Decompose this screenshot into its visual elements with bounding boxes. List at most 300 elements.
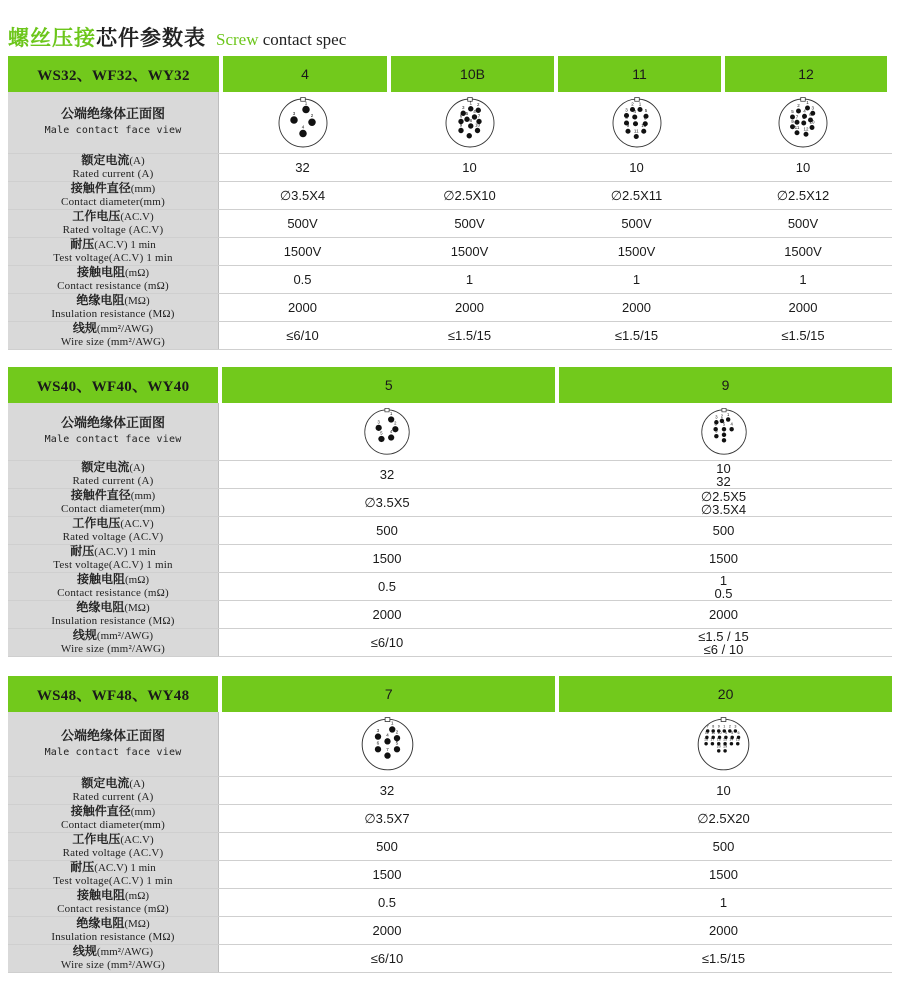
row-label-en: Male contact face view [44,434,182,445]
contact-pin [388,416,394,422]
contact-pin [393,746,399,752]
value-line: 500 [376,523,398,538]
row-label-en: Test voltage(AC.V) 1 min [53,875,173,887]
value-line: ≤1.5/15 [614,328,659,343]
pin-number: 5 [395,741,398,746]
row-label [8,833,219,860]
pin-number: 9 [626,122,629,128]
label-cn-unit: (mΩ) [124,574,150,586]
label-cn-text: 工作电压 [72,209,121,223]
value-line: 1 [719,572,728,588]
value-line: 1500V [450,244,489,259]
value-line: ∅2.5X12 [776,188,830,203]
pin-number: 7 [706,724,709,729]
title-cn-green: 螺丝压接 [8,26,96,50]
label-cn-text: 线规 [72,321,97,335]
row-label-cn [77,889,149,903]
pin-count-header: 9 [559,367,892,403]
value-cell-insulation [555,601,892,628]
value-cell-wire [720,322,886,349]
contact-pin [725,417,729,421]
row-label-cn [70,861,155,875]
spec-table [8,367,892,657]
row-label-en: Rated voltage (AC.V) [62,531,164,543]
row-label [8,182,219,209]
contact-pin [633,133,638,138]
value-cell-insulation [555,917,892,944]
value-cell-resistance [219,573,555,600]
pin-number: 6 [459,112,462,118]
header-row [8,367,892,403]
contact-pin [721,438,725,442]
value-cell-current [219,461,555,488]
pin-number: 14 [729,736,734,741]
pin-number: 20 [716,744,721,749]
contact-pin [625,128,630,133]
row-label [8,889,219,916]
row-label-en: Contact resistance (mΩ) [57,587,169,599]
pin-number: 3 [461,104,465,110]
pin-number: 4 [385,733,389,739]
pin-number: 2 [728,724,731,729]
pin-number: 6 [376,741,379,746]
pin-number: 18 [704,736,709,741]
value-line: 0.5 [293,272,312,287]
contact-face-diagram [359,716,416,773]
row-label [8,629,219,656]
value-cell-insulation [219,601,555,628]
pin-number: 8 [712,724,715,729]
value-cell-test [219,861,555,888]
row-label [8,238,219,265]
label-cn-text: 工作电压 [72,832,121,846]
value-line: 10 [462,160,477,175]
contact-pin [374,746,380,752]
pin-count-header: 10B [391,56,554,92]
row-voltage [8,517,892,545]
row-label-cn [76,601,149,615]
row-label [8,92,219,153]
model-cell: WS40、WF40、WY40 [8,367,218,403]
pin-number: 3 [734,724,737,729]
value-cell-insulation [386,294,553,321]
value-cell-wire [553,322,720,349]
value-cell-test [555,861,892,888]
value-cell-resistance [386,266,553,293]
row-label-cn [81,777,144,791]
label-cn-unit: (AC.V) 1 min [94,546,156,558]
label-cn-text: 公端绝缘体正面图 [60,728,165,744]
contact-pin [632,121,637,126]
contact-pin [805,105,810,110]
pin-number: 4 [632,108,636,114]
label-cn-text: 线规 [72,628,97,642]
row-label [8,545,219,572]
value-cell-test [553,238,720,265]
contact-pin [736,741,739,744]
pin-number: 11 [794,124,800,130]
pin-number: 1 [468,100,472,106]
row-resistance [8,266,892,294]
row-label [8,294,219,321]
pin-number: 10 [809,119,815,125]
pin-number: 10 [474,121,480,127]
label-cn-text: 接触件直径 [70,804,131,818]
value-cell-voltage [219,210,386,237]
pin-number: 7 [385,747,389,753]
label-cn-unit: (mm²/AWG) [96,946,154,958]
contact-face-diagram [610,96,664,150]
spec-table [8,56,892,350]
value-cell-voltage [553,210,720,237]
label-cn-text: 接触件直径 [70,181,131,195]
title-en-green: Screw [216,30,259,49]
pin-number: 7 [795,113,799,119]
contact-pin [641,128,646,133]
value-cell-insulation [553,294,720,321]
row-label-cn [73,945,153,959]
value-line: 1500V [283,244,322,259]
row-current [8,154,892,182]
value-cell-insulation [720,294,886,321]
value-cell-diameter [555,489,892,516]
row-label [8,517,219,544]
value-line: 2000 [622,300,651,315]
pin-number: 2 [394,420,397,426]
pin-number: 12 [803,125,809,131]
label-cn-unit: (MΩ) [124,295,150,307]
value-cell-voltage [720,210,886,237]
value-line: ∅3.5X4 [279,188,326,203]
row-label-en: Insulation resistance (MΩ) [51,308,175,320]
pin-number: 4 [390,428,393,434]
value-line: 2000 [455,300,484,315]
contact-face-diagram [699,407,749,457]
row-label [8,573,219,600]
value-cell-resistance [555,889,892,916]
spec-table [8,676,892,973]
value-cell-current [219,777,555,804]
pin-number: 5 [791,108,794,114]
row-label-en: Contact diameter(mm) [61,196,165,208]
row-label-cn [72,210,153,224]
value-line: 500V [621,216,652,231]
value-line: 1500 [709,867,738,882]
value-line: 1500 [709,551,738,566]
value-line: 500 [376,839,398,854]
contact-pin [302,105,310,113]
value-line: 0.5 [714,585,733,601]
row-label [8,322,219,349]
pin-number: 6 [624,114,628,120]
contact-pin [389,726,395,732]
value-line: 10 [629,160,644,175]
pin-number: 8 [802,114,806,120]
row-face [8,92,892,154]
value-cell-test [219,545,555,572]
pin-number: 6 [737,730,740,735]
value-line: 1500 [372,551,402,566]
value-line: 2000 [288,300,317,315]
pin-number: 15 [723,736,728,741]
value-line: 500V [454,216,485,231]
key-notch [721,717,726,721]
contact-pin [374,733,380,739]
value-line: 500 [712,523,735,538]
value-line: 1 [799,272,807,287]
value-cell-resistance [219,889,555,916]
pin-number: 8 [722,432,725,438]
value-cell-face [386,92,553,153]
pin-number: 5 [465,110,468,116]
row-label-cn [81,461,144,475]
value-line: ∅3.5X5 [364,495,410,510]
value-cell-voltage [219,833,555,860]
row-label-en: Rated voltage (AC.V) [62,847,164,859]
value-line: 32 [379,467,395,482]
pin-count-header: 12 [725,56,887,92]
pin-number: 2 [720,412,723,418]
row-diameter [8,182,892,210]
value-cell-diameter [386,182,553,209]
row-label [8,601,219,628]
pin-number: 4 [803,107,806,113]
value-line: 2000 [372,923,402,938]
row-label-cn [71,489,155,503]
row-label-en: Wire size (mm²/AWG) [60,643,166,655]
pin-number: 8 [643,115,647,121]
label-cn-text: 工作电压 [72,516,121,530]
pin-number: 2 [476,101,480,107]
pin-number: 16 [716,736,721,741]
row-label [8,154,219,181]
value-line: ∅2.5X11 [610,188,663,203]
value-cell-test [219,238,386,265]
insulator-outline [279,99,327,147]
label-cn-text: 接触电阻 [76,888,125,902]
row-label-en: Contact resistance (mΩ) [57,280,169,292]
value-cell-face [720,92,886,153]
key-notch [634,97,639,101]
contact-pin [810,125,815,130]
value-cell-current [386,154,553,181]
label-cn-unit: (A) [129,778,145,790]
label-cn-unit: (AC.V) [120,834,154,846]
contact-pin [378,435,384,441]
pin-number: 7 [633,115,637,121]
value-line: 32 [295,160,310,175]
row-label-cn [81,154,144,168]
row-label-en: Contact resistance (mΩ) [57,903,169,915]
title-en [216,30,346,50]
row-wire [8,629,892,657]
pin-number: 11 [633,127,639,133]
value-line: 2000 [709,923,738,938]
key-notch [721,408,725,411]
value-cell-resistance [553,266,720,293]
row-label-en: Male contact face view [44,746,182,758]
pin-number: 1 [390,410,393,416]
contact-pin [458,127,463,132]
row-label-cn [73,629,153,643]
row-label-cn [61,730,165,743]
label-cn-unit: (A) [129,155,145,167]
value-line: ≤6/10 [370,951,404,966]
pin-number: 11 [711,730,716,735]
contact-face-diagram [776,96,830,150]
value-line: ≤1.5 / 15 [698,628,749,644]
label-cn-unit: (MΩ) [124,918,150,930]
row-label [8,266,219,293]
value-cell-insulation [219,294,386,321]
row-label [8,403,219,460]
model-cell: WS32、WF32、WY32 [8,56,219,92]
label-cn-unit: (MΩ) [124,602,150,614]
label-cn-unit: (mm) [130,806,156,818]
pin-number: 17 [710,736,715,741]
value-line: 10 [716,783,731,798]
header-row [8,56,892,92]
key-notch [801,97,806,101]
value-cell-wire [555,629,892,656]
pin-count-header: 11 [558,56,721,92]
pin-number: 4 [724,730,727,735]
value-line: 2000 [788,300,818,315]
pin-number: 5 [731,730,734,735]
value-line: 500V [287,216,318,231]
contact-pin [468,123,473,128]
row-label-en: Male contact face view [44,125,182,136]
row-label-en: Rated current (A) [72,475,154,487]
pin-number: 2 [630,100,634,106]
value-cell-test [555,545,892,572]
pin-number: 4 [472,108,476,114]
value-cell-test [386,238,553,265]
pin-number: 1 [726,411,729,417]
row-diameter [8,489,892,517]
contact-face-diagram [443,96,497,150]
contact-pin [466,133,471,138]
row-label-en: Contact diameter(mm) [61,503,165,515]
value-line: 2000 [372,607,402,622]
value-cell-wire [219,322,386,349]
value-cell-current [219,154,386,181]
key-notch [385,717,390,721]
model-cell: WS48、WF48、WY48 [8,676,218,712]
row-resistance [8,573,892,601]
row-label [8,712,219,776]
label-cn-text: 绝缘电阻 [76,600,125,614]
label-cn-unit: (AC.V) [120,211,154,223]
value-cell-resistance [555,573,892,600]
row-label-en: Wire size (mm²/AWG) [60,336,166,348]
pin-number: 5 [380,429,383,435]
value-line: 500V [787,216,819,231]
pin-number: 4 [729,421,733,427]
row-label-cn [76,917,149,931]
value-line: 1500V [784,244,822,259]
row-label-cn [61,417,165,430]
pin-number: 9 [459,121,462,127]
row-label-cn [77,266,149,280]
pin-number: 9 [717,724,720,729]
value-line: 500 [712,839,735,854]
value-cell-diameter [555,805,892,832]
label-cn-text: 线规 [72,944,97,958]
pin-number: 5 [644,107,647,113]
row-label-en: Contact diameter(mm) [61,819,165,831]
value-cell-face [555,712,892,776]
pin-number: 3 [292,110,295,116]
value-line: 32 [716,473,731,489]
contact-pin [795,119,800,124]
pin-number: 6 [809,111,812,117]
value-line: 1500 [372,867,402,882]
value-line: 1 [465,272,474,287]
pin-number: 9 [714,428,718,434]
row-label-en: Test voltage(AC.V) 1 min [53,559,173,571]
value-line: ∅2.5X10 [443,188,496,203]
value-line: 0.5 [377,579,397,594]
pin-number: 7 [722,426,725,432]
contact-pin [801,120,806,125]
row-diameter [8,805,892,833]
row-wire [8,945,892,973]
value-line: ∅2.5X20 [697,811,750,826]
value-cell-diameter [219,805,555,832]
label-cn-unit: (mm²/AWG) [96,323,154,335]
label-cn-text: 耐压 [70,237,95,251]
value-cell-face [219,92,386,153]
pin-number: 2 [310,112,313,118]
value-cell-diameter [219,182,386,209]
contact-pin [299,129,307,137]
row-label-cn [77,573,149,587]
value-cell-wire [219,629,555,656]
pin-number: 10 [640,122,646,128]
contact-pin [393,735,399,741]
contact-pin [717,749,720,752]
key-notch [385,408,389,411]
value-line: 10 [716,460,731,476]
value-cell-face [219,712,555,776]
row-label [8,777,219,804]
value-cell-voltage [555,833,892,860]
value-cell-diameter [720,182,886,209]
value-line: 32 [379,783,395,798]
label-cn-text: 接触电阻 [76,265,125,279]
contact-face-diagram [276,96,330,150]
value-cell-wire [386,322,553,349]
row-label-cn [71,805,155,819]
value-cell-resistance [219,266,386,293]
pin-number: 13 [735,736,740,741]
row-label-cn [73,322,153,336]
row-label [8,917,219,944]
row-label-cn [70,238,155,252]
value-cell-current [720,154,886,181]
pin-number: 3 [714,414,718,420]
value-cell-voltage [386,210,553,237]
row-label-cn [72,833,153,847]
pin-number: 9 [791,118,794,124]
value-line: ≤6/10 [286,328,319,343]
contact-pin [804,131,809,136]
pin-number: 1 [806,99,809,105]
pin-number: 5 [722,421,725,427]
row-label [8,945,219,972]
row-label [8,461,219,488]
